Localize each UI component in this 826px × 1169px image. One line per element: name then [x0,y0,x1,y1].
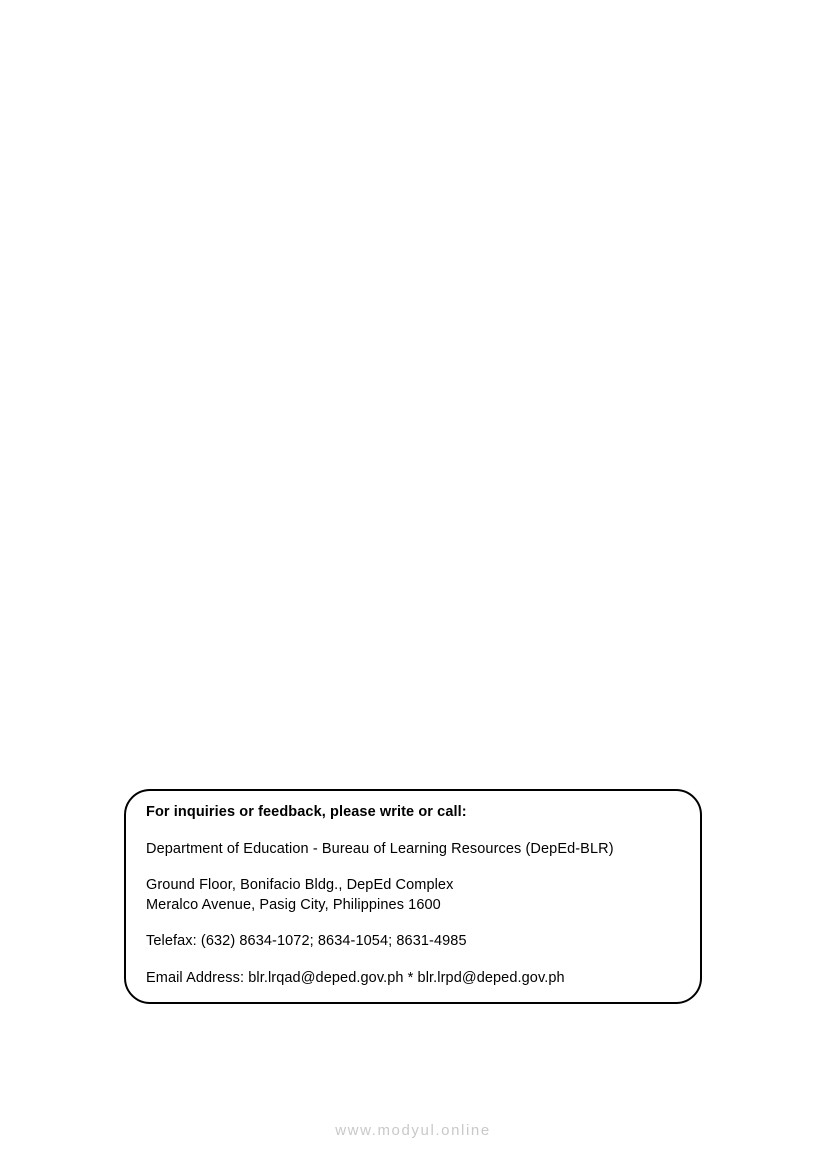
contact-address-line-1: Ground Floor, Bonifacio Bldg., DepEd Complex [146,876,454,893]
contact-email: Email Address: blr.lrqad@deped.gov.ph * blr.lrpd@deped.gov.ph [146,969,565,986]
contact-info-box [124,789,702,1004]
contact-organization: Department of Education - Bureau of Learning Resources (DepEd-BLR) [146,840,614,857]
contact-address-line-2: Meralco Avenue, Pasig City, Philippines 1600 [146,897,441,914]
contact-address [146,875,682,916]
contact-info-content [146,803,682,988]
contact-heading: For inquiries or feedback, please write or call: [146,804,467,820]
page-watermark: www.modyul.online [335,1122,491,1139]
contact-telefax: Telefax: (632) 8634-1072; 8634-1054; 8631-4985 [146,933,467,950]
